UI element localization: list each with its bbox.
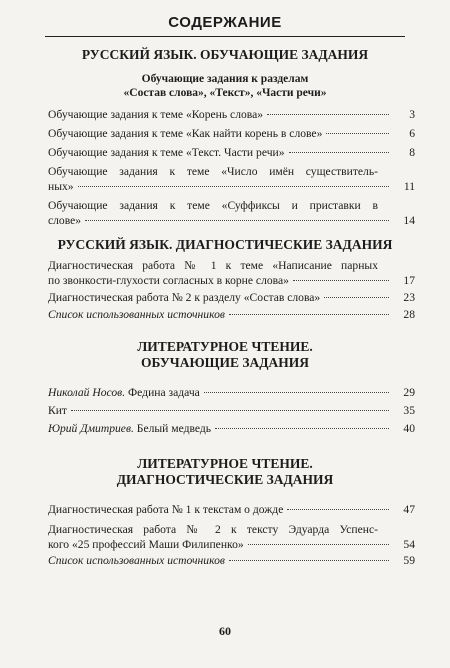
entry-page: 35: [403, 404, 415, 417]
leader-dots: [215, 428, 389, 429]
leader-dots: [324, 297, 389, 298]
entry-title: Диагностическая работа № 1 к текстам о дожде: [48, 503, 284, 516]
entry-title: Кит: [48, 404, 68, 417]
entry-page: 17: [403, 274, 415, 287]
entry-page: 23: [403, 291, 415, 304]
entry-author: Николай Носов.: [48, 386, 126, 399]
entry-title: Обучающие задания к теме «Текст. Части речи»: [48, 146, 285, 159]
toc-entry[interactable]: [48, 385, 415, 400]
toc-entry[interactable]: [48, 126, 415, 141]
entry-page: 14: [403, 214, 415, 227]
entry-page: 3: [409, 108, 415, 121]
entry-title-line-2: ных»: [48, 180, 74, 193]
section-heading-russian-training: РУССКИЙ ЯЗЫК. ОБУЧАЮЩИЕ ЗАДАНИЯ: [81, 47, 369, 62]
entry-page: 11: [403, 180, 415, 193]
leader-dots: [248, 544, 389, 545]
entry-title-line-1: Обучающие задания к теме «Число имён существитель-: [48, 165, 378, 178]
leader-dots: [287, 509, 389, 510]
entry-page: 8: [409, 146, 415, 159]
entry-title: Федина задача: [128, 386, 200, 399]
section-heading-literature-training-line-2: ОБУЧАЮЩИЕ ЗАДАНИЯ: [140, 355, 310, 370]
entry-title-line-2: по звонкости-глухости согласных в корне слова»: [48, 274, 289, 287]
entry-title-line-1: Диагностическая работа № 2 к тексту Эдуарда Успенс-: [48, 523, 378, 536]
leader-dots: [229, 560, 389, 561]
toc-entry[interactable]: [48, 421, 415, 436]
entry-title: Диагностическая работа № 2 к разделу «Состав слова»: [48, 291, 321, 304]
entry-title: Обучающие задания к теме «Как найти корень в слове»: [48, 127, 323, 140]
leader-dots: [78, 186, 389, 187]
toc-entry[interactable]: [48, 164, 415, 194]
entry-page: 40: [403, 422, 415, 435]
subheading-line-1: Обучающие задания к разделам: [141, 73, 309, 85]
toc-entry[interactable]: [48, 403, 415, 418]
toc-entry[interactable]: [48, 553, 415, 568]
subheading-line-2: «Состав слова», «Текст», «Части речи»: [123, 87, 327, 99]
leader-dots: [267, 114, 389, 115]
entry-page: 28: [403, 308, 415, 321]
toc-entry[interactable]: [48, 522, 415, 552]
leader-dots: [204, 392, 389, 393]
toc-entry[interactable]: [48, 307, 415, 322]
leader-dots: [326, 133, 389, 134]
toc-entry[interactable]: [48, 198, 415, 228]
leader-dots: [293, 280, 389, 281]
toc-entry[interactable]: [48, 107, 415, 122]
entry-title-line-2: слове»: [48, 214, 82, 227]
toc-entry[interactable]: [48, 258, 415, 288]
entry-title: Список использованных источников: [48, 554, 225, 567]
leader-dots: [229, 314, 389, 315]
section-heading-russian-diagnostic: РУССКИЙ ЯЗЫК. ДИАГНОСТИЧЕСКИЕ ЗАДАНИЯ: [57, 237, 393, 252]
entry-page: 29: [403, 386, 415, 399]
entry-page: 47: [403, 503, 415, 516]
entry-title: Обучающие задания к теме «Корень слова»: [48, 108, 264, 121]
entry-author: Юрий Дмитриев.: [48, 422, 134, 435]
entry-page: 6: [409, 127, 415, 140]
entry-page: 59: [403, 554, 415, 567]
toc-entry[interactable]: [48, 502, 415, 517]
title-rule: [45, 36, 405, 37]
leader-dots: [289, 152, 389, 153]
page-title: СОДЕРЖАНИЕ: [168, 14, 282, 31]
entry-title-line-2: кого «25 профессий Маши Филипенко»: [48, 538, 244, 551]
section-heading-literature-diagnostic-line-2: ДИАГНОСТИЧЕСКИЕ ЗАДАНИЯ: [116, 472, 334, 487]
entry-title: Белый медведь: [136, 422, 212, 435]
entry-page: 54: [403, 538, 415, 551]
leader-dots: [71, 410, 389, 411]
toc-entry[interactable]: [48, 290, 415, 305]
entry-title-line-1: Диагностическая работа № 1 к теме «Написание парных: [48, 259, 378, 272]
entry-title: Список использованных источников: [48, 308, 225, 321]
entry-title-line-1: Обучающие задания к теме «Суффиксы и приставки в: [48, 199, 378, 212]
toc-entry[interactable]: [48, 145, 415, 160]
page-number: 60: [219, 624, 231, 638]
leader-dots: [85, 220, 389, 221]
section-heading-literature-diagnostic-line-1: ЛИТЕРАТУРНОЕ ЧТЕНИЕ.: [137, 456, 313, 471]
section-heading-literature-training-line-1: ЛИТЕРАТУРНОЕ ЧТЕНИЕ.: [137, 339, 313, 354]
